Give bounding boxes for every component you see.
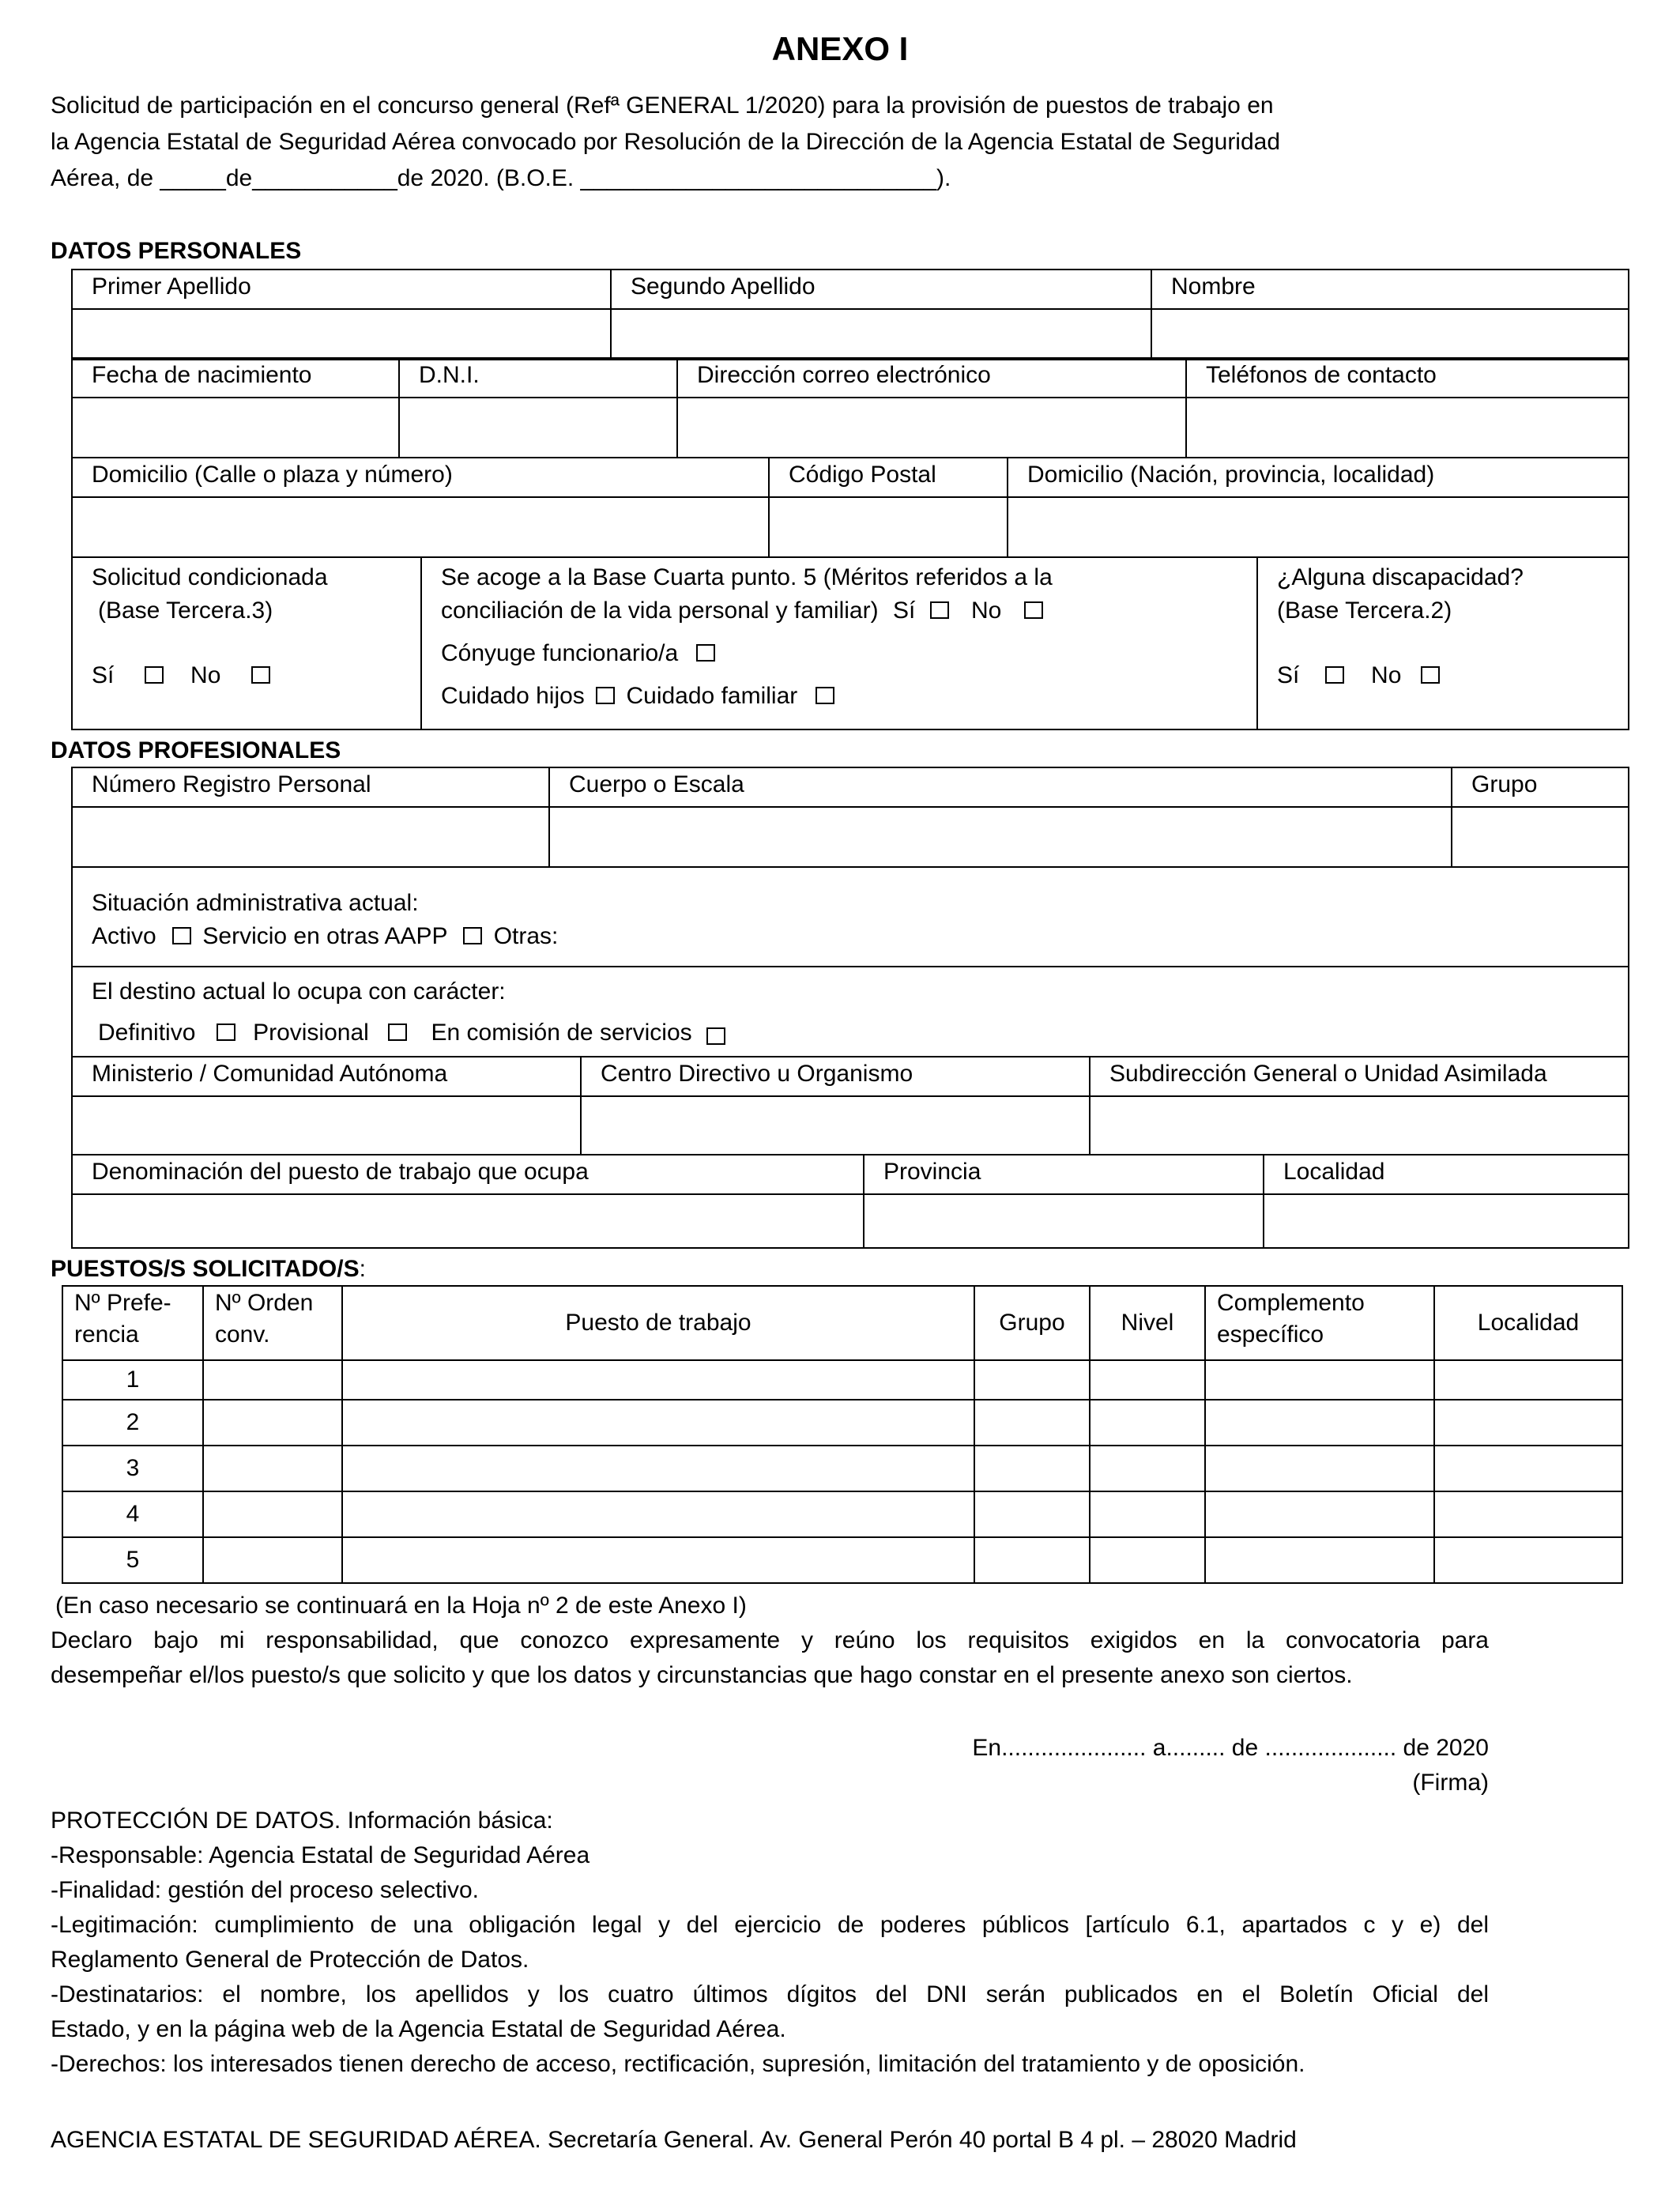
proteccion-derechos: -Derechos: los interesados tienen derecho de acceso, rectificación, supresión, limitación del tratamiento y de oposición.: [51, 2051, 1305, 2077]
cell-grupo[interactable]: [974, 1400, 1090, 1446]
cell-localidad[interactable]: [1434, 1491, 1622, 1537]
col-complemento-2: específico: [1217, 1321, 1324, 1348]
label-condicionada-si: Sí: [92, 662, 115, 688]
field-fecha-nacimiento[interactable]: [72, 398, 399, 458]
row-number: 4: [62, 1491, 203, 1537]
label-subdireccion: Subdirección General o Unidad Asimilada: [1090, 1057, 1629, 1096]
proteccion-datos-heading: PROTECCIÓN DE DATOS. Información básica:: [51, 1808, 553, 1834]
agency-address: AGENCIA ESTATAL DE SEGURIDAD AÉREA. Secretaría General. Av. General Perón 40 portal B 4 pl. – 28020 Madrid: [51, 2127, 1297, 2153]
puestos-heading-suffix: :: [359, 1256, 366, 1282]
col-preferencia: [62, 1286, 203, 1360]
label-telefonos: Teléfonos de contacto: [1186, 358, 1629, 398]
section-datos-personales: DATOS PERSONALES: [51, 238, 302, 264]
label-discapacidad-no: No: [1371, 662, 1402, 688]
col-orden-1: Nº Orden: [215, 1290, 314, 1316]
label-cuidado-hijos: Cuidado hijos: [441, 683, 585, 709]
cell-orden[interactable]: [203, 1537, 342, 1583]
label-email: Dirección correo electrónico: [677, 358, 1186, 398]
col-puesto: Puesto de trabajo: [342, 1286, 974, 1360]
field-subdireccion[interactable]: [1090, 1096, 1629, 1155]
row-number: 1: [62, 1360, 203, 1400]
cell-puesto[interactable]: [342, 1537, 974, 1583]
row-number: 3: [62, 1446, 203, 1491]
label-primer-apellido: Primer Apellido: [72, 270, 611, 309]
proteccion-destinatarios-1: -Destinatarios: el nombre, los apellidos y los cuatro últimos dígitos del DNI serán publicados en el Boletín Oficial del: [51, 1981, 1489, 2007]
row-number: 5: [62, 1537, 203, 1583]
label-discapacidad-1: ¿Alguna discapacidad?: [1277, 564, 1524, 590]
checkbox-discapacidad-no[interactable]: [1421, 666, 1440, 684]
label-comision: En comisión de servicios: [431, 1020, 692, 1046]
label-otras: Otras:: [493, 923, 559, 949]
page-title: ANEXO I: [771, 30, 909, 67]
cell-nivel[interactable]: [1090, 1491, 1205, 1537]
cell-orden[interactable]: [203, 1360, 342, 1400]
section-datos-profesionales: DATOS PROFESIONALES: [51, 737, 341, 763]
field-domicilio-nacion[interactable]: [1008, 497, 1629, 557]
cell-grupo[interactable]: [974, 1446, 1090, 1491]
label-condicionada-1: Solicitud condicionada: [92, 564, 328, 590]
field-provincia[interactable]: [864, 1194, 1264, 1248]
cell-complemento[interactable]: [1205, 1360, 1434, 1400]
label-nrp: Número Registro Personal: [72, 767, 549, 807]
cell-solicitud-condicionada: [72, 557, 421, 729]
cell-grupo[interactable]: [974, 1537, 1090, 1583]
label-servicio-aapp: Servicio en otras AAPP: [202, 923, 447, 949]
declaracion-line-2: desempeñar el/los puesto/s que solicito y que los datos y circunstancias que hago constar en el presente anexo son ciertos.: [51, 1662, 1353, 1688]
label-base-cuarta-si: Sí: [892, 598, 916, 624]
field-cuerpo[interactable]: [549, 807, 1452, 867]
checkbox-discapacidad-si[interactable]: [1325, 666, 1344, 684]
label-segundo-apellido: Segundo Apellido: [611, 270, 1151, 309]
cell-orden[interactable]: [203, 1400, 342, 1446]
cell-puesto[interactable]: [342, 1400, 974, 1446]
table-row: [62, 1360, 1622, 1400]
field-telefonos[interactable]: [1186, 398, 1629, 458]
proteccion-finalidad: -Finalidad: gestión del proceso selectivo.: [51, 1877, 479, 1903]
cell-orden[interactable]: [203, 1446, 342, 1491]
cell-puesto[interactable]: [342, 1360, 974, 1400]
col-nivel: Nivel: [1090, 1286, 1205, 1360]
cell-grupo[interactable]: [974, 1360, 1090, 1400]
cell-complemento[interactable]: [1205, 1537, 1434, 1583]
table-row: [62, 1491, 1622, 1537]
label-codigo-postal: Código Postal: [769, 458, 1008, 497]
table-row: [62, 1537, 1622, 1583]
note-hoja-2: (En caso necesario se continuará en la Hoja nº 2 de este Anexo I): [55, 1593, 747, 1619]
checkbox-comision[interactable]: [706, 1027, 725, 1045]
professional-table-puesto: [71, 1154, 1629, 1249]
professional-table-registro: [71, 767, 1629, 868]
checkbox-definitivo[interactable]: [217, 1023, 235, 1041]
label-discapacidad-si: Sí: [1277, 662, 1300, 688]
label-dni: D.N.I.: [399, 358, 677, 398]
cell-nivel[interactable]: [1090, 1400, 1205, 1446]
field-denominacion[interactable]: [72, 1194, 864, 1248]
cell-localidad[interactable]: [1434, 1446, 1622, 1491]
label-situacion: Situación administrativa actual:: [92, 890, 419, 916]
label-conyuge: Cónyuge funcionario/a: [441, 640, 679, 666]
puestos-header-row: [62, 1286, 1622, 1360]
proteccion-legitimacion-2: Reglamento General de Protección de Datos.: [51, 1947, 529, 1973]
label-base-cuarta-1: Se acoge a la Base Cuarta punto. 5 (Méritos referidos a la: [441, 564, 1053, 590]
checkbox-cuidado-familiar[interactable]: [816, 687, 834, 704]
cell-nivel[interactable]: [1090, 1446, 1205, 1491]
col-preferencia-1: Nº Prefe-: [74, 1290, 171, 1316]
cell-complemento[interactable]: [1205, 1400, 1434, 1446]
intro-line-2: la Agencia Estatal de Seguridad Aérea convocado por Resolución de la Dirección de la Agencia Estatal de Seguridad: [51, 129, 1281, 155]
cell-complemento[interactable]: [1205, 1491, 1434, 1537]
checkbox-base-cuarta-si[interactable]: [930, 601, 949, 619]
field-localidad-prof[interactable]: [1264, 1194, 1629, 1248]
cell-puesto[interactable]: [342, 1446, 974, 1491]
label-denominacion: Denominación del puesto de trabajo que ocupa: [72, 1155, 864, 1194]
label-provincia: Provincia: [864, 1155, 1264, 1194]
cell-nivel[interactable]: [1090, 1537, 1205, 1583]
label-condicionada-no: No: [190, 662, 221, 688]
label-cuerpo: Cuerpo o Escala: [549, 767, 1452, 807]
intro-line-3: Aérea, de _____de___________de 2020. (B.O.E. ___________________________).: [51, 165, 951, 191]
cell-orden[interactable]: [203, 1491, 342, 1537]
cell-situacion: [72, 867, 1629, 967]
cell-discapacidad: [1257, 557, 1629, 729]
puestos-table: [62, 1285, 1623, 1584]
label-activo: Activo: [92, 923, 156, 949]
label-condicionada-2: (Base Tercera.3): [98, 598, 273, 624]
col-complemento: [1205, 1286, 1434, 1360]
cell-localidad[interactable]: [1434, 1400, 1622, 1446]
label-provisional: Provisional: [253, 1020, 369, 1046]
label-centro: Centro Directivo u Organismo: [581, 1057, 1090, 1096]
field-primer-apellido[interactable]: [72, 309, 611, 360]
intro-line-1: Solicitud de participación en el concurso general (Refª GENERAL 1/2020) para la provisión de puestos de trabajo en: [51, 92, 1274, 119]
section-puestos: [51, 1253, 366, 1285]
label-fecha-nacimiento: Fecha de nacimiento: [72, 358, 399, 398]
checkbox-condicionada-no[interactable]: [251, 666, 270, 684]
field-codigo-postal[interactable]: [769, 497, 1008, 557]
label-destino: El destino actual lo ocupa con carácter:: [92, 978, 506, 1005]
field-nombre[interactable]: [1151, 309, 1629, 360]
lugar-fecha: En...................... a......... de .................... de 2020: [972, 1735, 1489, 1761]
field-dni[interactable]: [399, 398, 677, 458]
checkbox-condicionada-si[interactable]: [145, 666, 164, 684]
col-orden-2: conv.: [215, 1321, 270, 1348]
professional-table-situacion: [71, 866, 1629, 1057]
field-ministerio[interactable]: [72, 1096, 581, 1155]
label-definitivo: Definitivo: [98, 1020, 196, 1046]
col-grupo: Grupo: [974, 1286, 1090, 1360]
puestos-heading: PUESTOS/S SOLICITADO/S: [51, 1256, 360, 1282]
cell-base-cuarta: [421, 557, 1257, 729]
checkbox-base-cuarta-no[interactable]: [1024, 601, 1043, 619]
label-localidad-prof: Localidad: [1264, 1155, 1629, 1194]
table-row: [62, 1446, 1622, 1491]
label-grupo-prof: Grupo: [1452, 767, 1629, 807]
professional-table-ministerio: [71, 1056, 1629, 1155]
table-row: [62, 1400, 1622, 1446]
cell-destino: [72, 967, 1629, 1057]
checkbox-activo[interactable]: [172, 927, 191, 944]
cell-nivel[interactable]: [1090, 1360, 1205, 1400]
label-domicilio-nacion: Domicilio (Nación, provincia, localidad): [1008, 458, 1629, 497]
field-centro[interactable]: [581, 1096, 1090, 1155]
field-grupo-prof[interactable]: [1452, 807, 1629, 867]
col-localidad: Localidad: [1434, 1286, 1622, 1360]
personal-table-names: [71, 269, 1629, 360]
cell-localidad[interactable]: [1434, 1537, 1622, 1583]
label-base-cuarta-no: No: [970, 598, 1002, 624]
checkbox-conyuge[interactable]: [696, 644, 715, 662]
personal-table-options: [71, 556, 1629, 730]
declaracion-line-1: Declaro bajo mi responsabilidad, que conozco expresamente y reúno los requisitos exigidos en la convocatoria para: [51, 1627, 1489, 1653]
personal-table-address: [71, 457, 1629, 558]
row-number: 2: [62, 1400, 203, 1446]
proteccion-destinatarios-2: Estado, y en la página web de la Agencia Estatal de Seguridad Aérea.: [51, 2016, 786, 2042]
cell-localidad[interactable]: [1434, 1360, 1622, 1400]
checkbox-provisional[interactable]: [388, 1023, 407, 1041]
checkbox-servicio-aapp[interactable]: [463, 927, 482, 944]
col-orden: [203, 1286, 342, 1360]
col-preferencia-2: rencia: [74, 1321, 139, 1348]
proteccion-legitimacion-1: -Legitimación: cumplimiento de una obligación legal y del ejercicio de poderes públicos [artículo 6.1, apartados c y e) del: [51, 1912, 1489, 1938]
field-nrp[interactable]: [72, 807, 549, 867]
cell-puesto[interactable]: [342, 1491, 974, 1537]
cell-grupo[interactable]: [974, 1491, 1090, 1537]
field-email[interactable]: [677, 398, 1186, 458]
label-ministerio: Ministerio / Comunidad Autónoma: [72, 1057, 581, 1096]
label-base-cuarta-2: conciliación de la vida personal y familiar): [441, 598, 879, 624]
label-discapacidad-2: (Base Tercera.2): [1277, 598, 1452, 624]
label-domicilio-calle: Domicilio (Calle o plaza y número): [72, 458, 769, 497]
personal-table-contact: [71, 357, 1629, 458]
field-domicilio-calle[interactable]: [72, 497, 769, 557]
cell-complemento[interactable]: [1205, 1446, 1434, 1491]
proteccion-responsable: -Responsable: Agencia Estatal de Seguridad Aérea: [51, 1842, 590, 1868]
label-nombre: Nombre: [1151, 270, 1629, 309]
field-segundo-apellido[interactable]: [611, 309, 1151, 360]
label-cuidado-familiar: Cuidado familiar: [626, 683, 798, 709]
firma-label: (Firma): [1412, 1770, 1489, 1796]
col-complemento-1: Complemento: [1217, 1290, 1365, 1316]
checkbox-cuidado-hijos[interactable]: [596, 687, 615, 704]
